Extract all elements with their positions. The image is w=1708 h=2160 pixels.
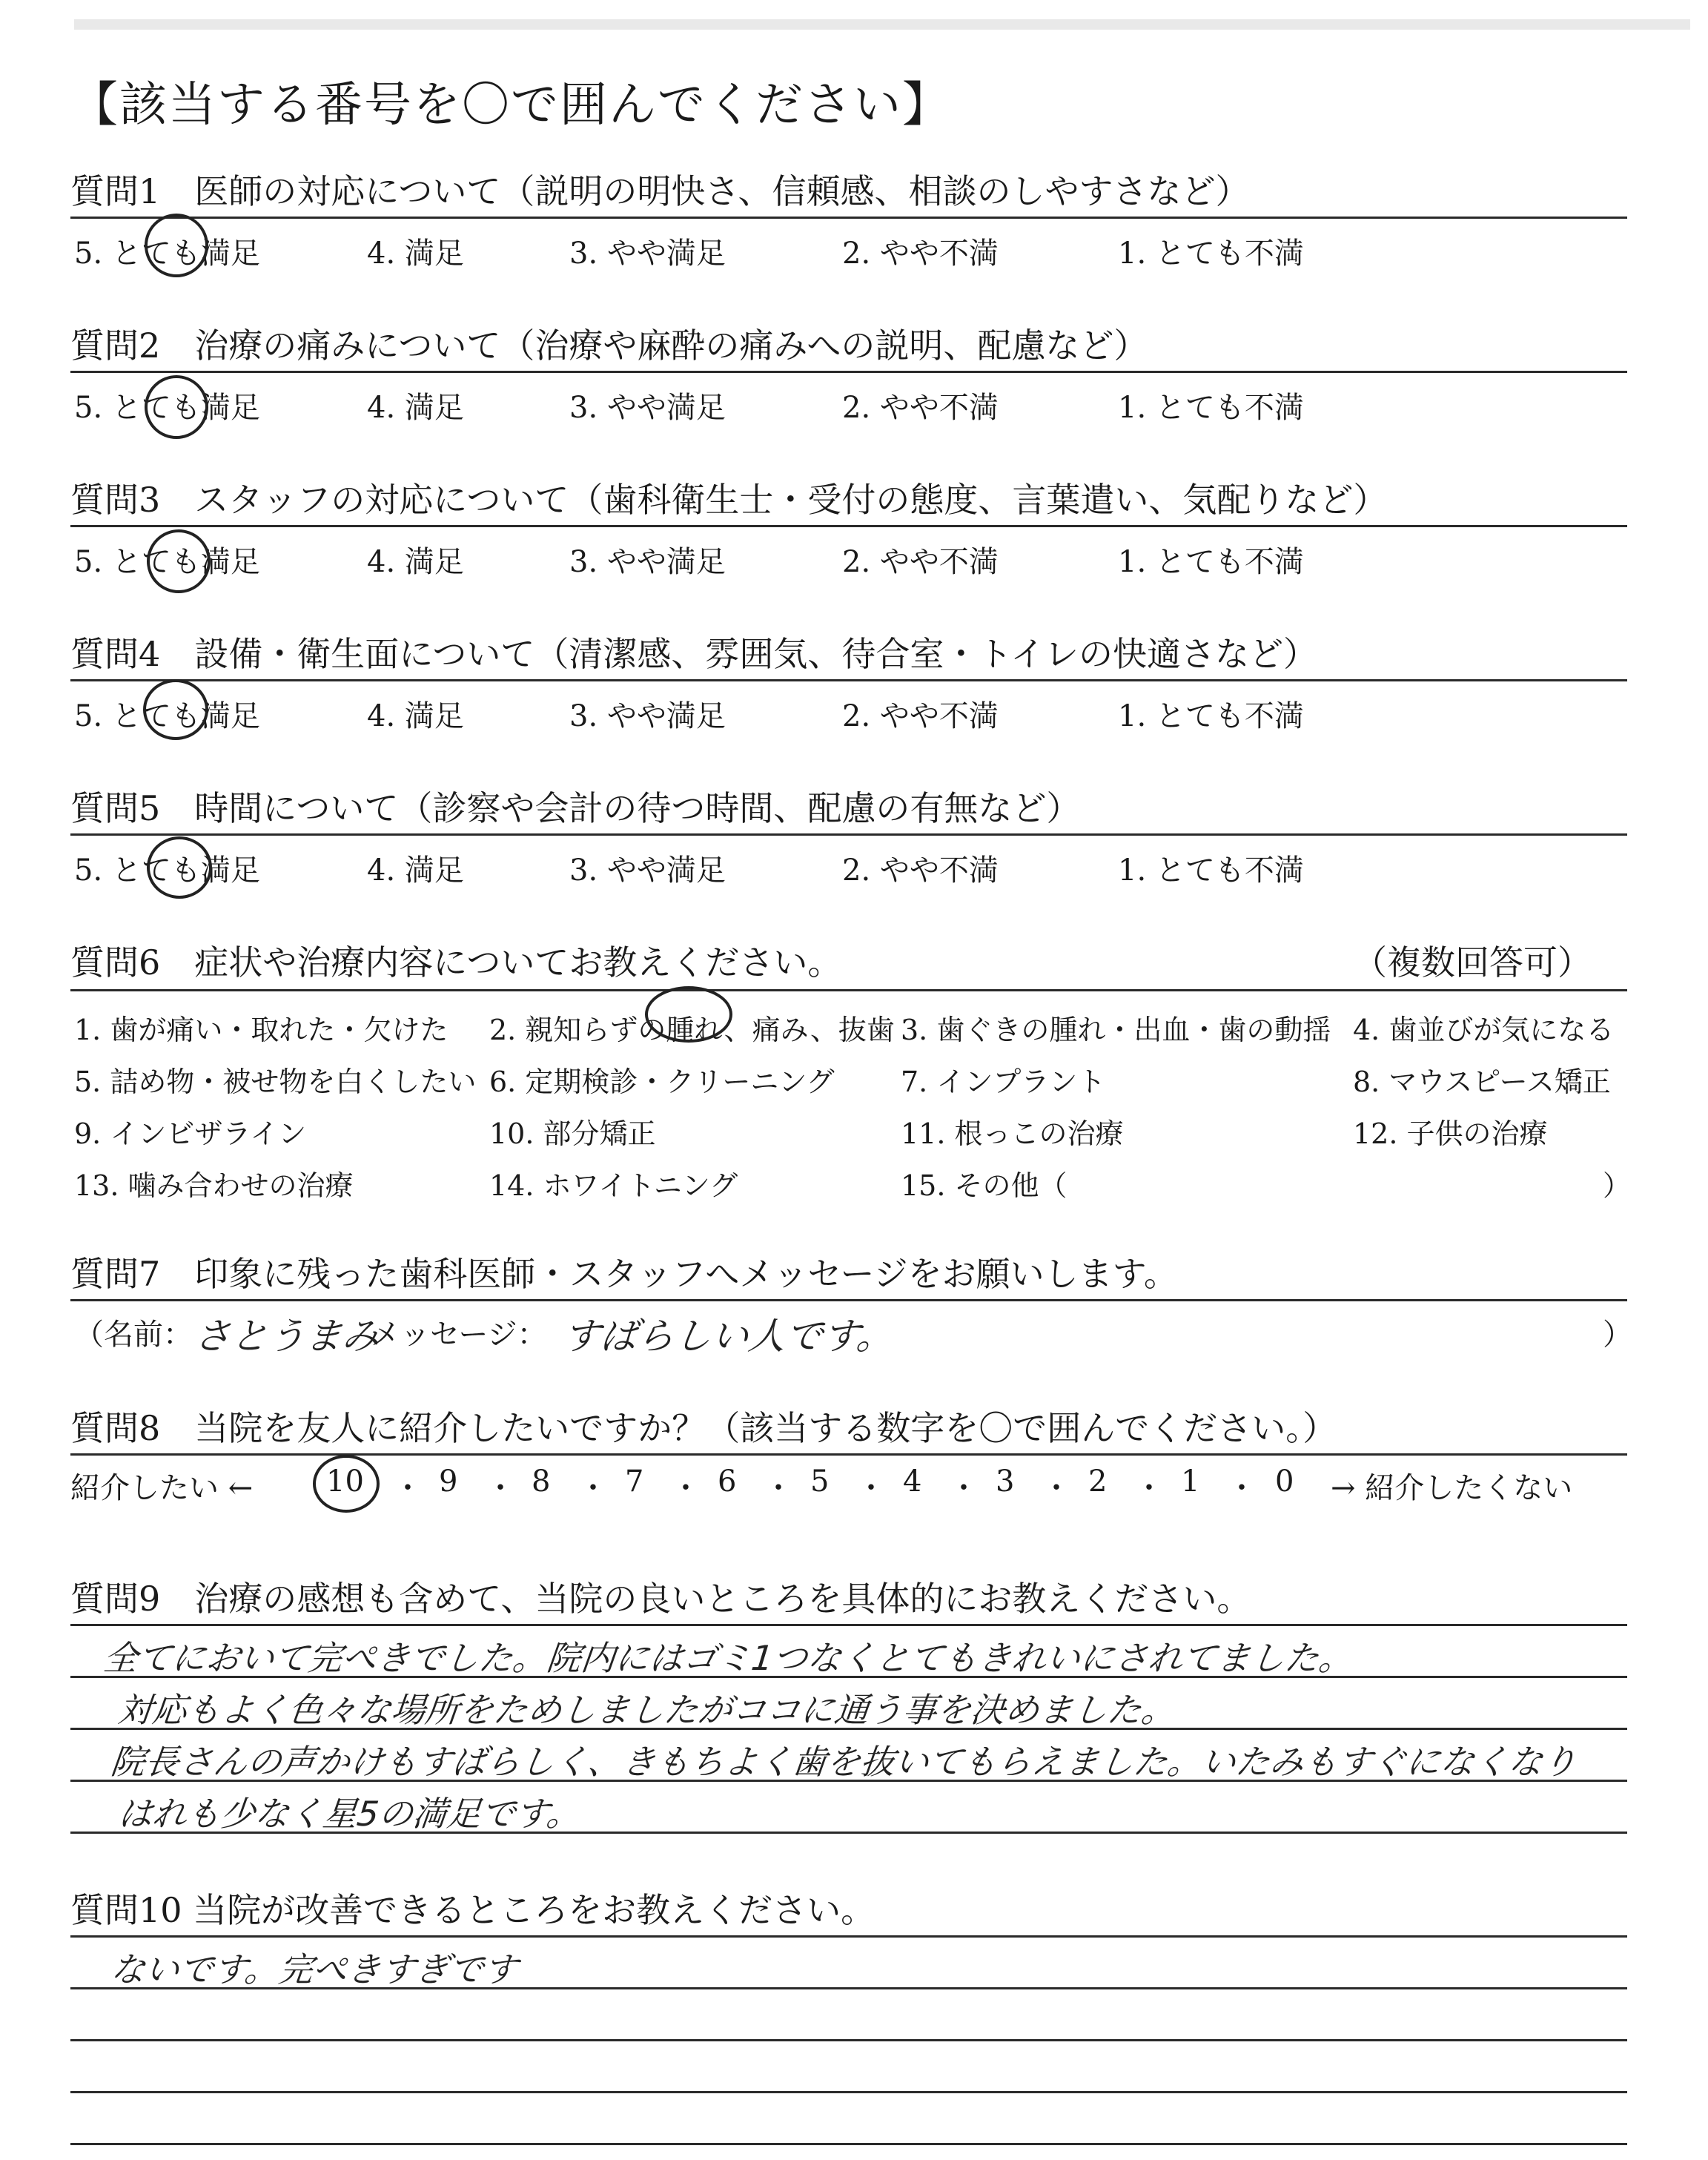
option-3[interactable]: 3. やや満足 bbox=[569, 699, 726, 733]
option-5[interactable]: 5. とても満足 bbox=[74, 853, 260, 888]
option-2[interactable]: 2. やや不満 bbox=[842, 853, 999, 888]
answer-circle-q4 bbox=[143, 679, 208, 740]
question-9: 質問9 治療の感想も含めて、当院の良いところを具体的にお教えください。 bbox=[70, 1579, 1251, 1619]
option-5[interactable]: 5. とても満足 bbox=[74, 699, 260, 733]
question-4-rule bbox=[70, 679, 1627, 681]
symptom-option-9[interactable]: 9. インビザライン bbox=[74, 1117, 307, 1150]
scale-dot: ・ bbox=[671, 1471, 701, 1505]
score-4[interactable]: 4 bbox=[903, 1464, 922, 1499]
message-value[interactable]: すばらしい人です。 bbox=[560, 1315, 896, 1358]
symptom-option-1[interactable]: 1. 歯が痛い・取れた・欠けた bbox=[74, 1014, 448, 1046]
symptom-option-14[interactable]: 14. ホワイトニング bbox=[489, 1169, 738, 1202]
symptom-option-10[interactable]: 10. 部分矯正 bbox=[489, 1117, 656, 1150]
symptom-option-12[interactable]: 12. 子供の治療 bbox=[1353, 1117, 1548, 1150]
option-2[interactable]: 2. やや不満 bbox=[842, 699, 999, 733]
option-4[interactable]: 4. 満足 bbox=[367, 853, 464, 888]
scale-dot: ・ bbox=[393, 1471, 423, 1505]
option-3[interactable]: 3. やや満足 bbox=[569, 391, 726, 425]
q9-answer-line-3[interactable]: 院長さんの声かけもすばらしく、きもちよく歯を抜いてもらえました。いたみもすぐになくなり bbox=[108, 1742, 1579, 1782]
score-10[interactable]: 10 bbox=[326, 1464, 364, 1499]
question-1-rule bbox=[70, 217, 1627, 219]
q9-answer-line-1[interactable]: 全てにおいて完ぺきでした。院内にはゴミ1つなくとてもきれいにされてました。 bbox=[101, 1638, 1355, 1678]
message-close-paren: ） bbox=[1603, 1318, 1632, 1352]
question-3-rule bbox=[70, 525, 1627, 527]
option-3[interactable]: 3. やや満足 bbox=[569, 853, 726, 888]
other-close-paren: ） bbox=[1603, 1169, 1632, 1202]
score-1[interactable]: 1 bbox=[1181, 1464, 1200, 1499]
question-5-rule bbox=[70, 833, 1627, 836]
question-6-note: （複数回答可） bbox=[1353, 942, 1592, 982]
question-10: 質問10 当院が改善できるところをお教えください。 bbox=[70, 1890, 875, 1930]
symptom-option-13[interactable]: 13. 噛み合わせの治療 bbox=[74, 1169, 354, 1202]
option-1[interactable]: 1. とても不満 bbox=[1118, 545, 1304, 579]
option-5[interactable]: 5. とても満足 bbox=[74, 237, 260, 271]
name-value[interactable]: さとうまみ bbox=[191, 1315, 382, 1358]
score-6[interactable]: 6 bbox=[718, 1464, 737, 1499]
question-8: 質問8 当院を友人に紹介したいですか？（該当する数字を〇で囲んでください。） bbox=[70, 1408, 1337, 1448]
option-1[interactable]: 1. とても不満 bbox=[1118, 237, 1304, 271]
option-1[interactable]: 1. とても不満 bbox=[1118, 699, 1304, 733]
option-4[interactable]: 4. 満足 bbox=[367, 545, 464, 579]
question-7: 質問7 印象に残った歯科医師・スタッフへメッセージをお願いします。 bbox=[70, 1254, 1178, 1294]
scale-dot: ・ bbox=[1134, 1471, 1164, 1505]
question-5: 質問5 時間について（診察や会計の待つ時間、配慮の有無など） bbox=[70, 788, 1081, 828]
option-4[interactable]: 4. 満足 bbox=[367, 391, 464, 425]
symptom-option-11[interactable]: 11. 根っこの治療 bbox=[901, 1117, 1124, 1150]
q10-answer[interactable]: ないです。完ぺきすぎです bbox=[108, 1949, 520, 1989]
option-4[interactable]: 4. 満足 bbox=[367, 699, 464, 733]
q9-answer-line-4[interactable]: はれも少なく星5の満足です。 bbox=[116, 1794, 583, 1834]
scan-top-edge bbox=[74, 19, 1690, 30]
option-3[interactable]: 3. やや満足 bbox=[569, 237, 726, 271]
option-2[interactable]: 2. やや不満 bbox=[842, 545, 999, 579]
option-3[interactable]: 3. やや満足 bbox=[569, 545, 726, 579]
symptom-option-2[interactable]: 2. 親知らずの腫れ、痛み、抜歯 bbox=[489, 1014, 895, 1046]
option-5[interactable]: 5. とても満足 bbox=[74, 391, 260, 425]
scale-dot: ・ bbox=[949, 1471, 979, 1505]
scale-dot: ・ bbox=[1042, 1471, 1071, 1505]
question-3: 質問3 スタッフの対応について（歯科衛生士・受付の態度、言葉遣い、気配りなど） bbox=[70, 480, 1388, 520]
symptom-option-4[interactable]: 4. 歯並びが気になる bbox=[1353, 1014, 1615, 1046]
score-2[interactable]: 2 bbox=[1088, 1464, 1108, 1499]
score-9[interactable]: 9 bbox=[439, 1464, 458, 1499]
option-2[interactable]: 2. やや不満 bbox=[842, 237, 999, 271]
question-10-rule bbox=[70, 1935, 1627, 1938]
question-8-rule bbox=[70, 1453, 1627, 1456]
page-title: 【該当する番号を〇で囲んでください】 bbox=[70, 78, 951, 133]
answer-line bbox=[70, 2091, 1627, 2093]
answer-line bbox=[70, 2039, 1627, 2041]
symptom-option-3[interactable]: 3. 歯ぐきの腫れ・出血・歯の動揺 bbox=[901, 1014, 1331, 1046]
scale-dot: ・ bbox=[1227, 1471, 1257, 1505]
answer-circle-q5 bbox=[147, 836, 212, 899]
question-1: 質問1 医師の対応について（説明の明快さ、信頼感、相談のしやすさなど） bbox=[70, 171, 1250, 211]
answer-circle-q8 bbox=[313, 1455, 380, 1513]
symptom-option-7[interactable]: 7. インプラント bbox=[901, 1066, 1106, 1098]
name-label: （名前： bbox=[74, 1318, 193, 1352]
scale-dot: ・ bbox=[578, 1471, 608, 1505]
score-3[interactable]: 3 bbox=[996, 1464, 1015, 1499]
question-6: 質問6 症状や治療内容についてお教えください。 bbox=[70, 942, 842, 982]
answer-line bbox=[70, 2143, 1627, 2145]
question-2: 質問2 治療の痛みについて（治療や麻酔の痛みへの説明、配慮など） bbox=[70, 326, 1148, 366]
scale-dot: ・ bbox=[856, 1471, 886, 1505]
answer-circle-q6 bbox=[645, 986, 732, 1043]
scale-right-label: → 紹介したくない bbox=[1331, 1471, 1573, 1505]
answer-circle-q1 bbox=[145, 214, 208, 277]
symptom-option-6[interactable]: 6. 定期検診・クリーニング bbox=[489, 1066, 835, 1098]
answer-circle-q2 bbox=[145, 375, 208, 439]
question-6-rule bbox=[70, 989, 1627, 991]
question-2-rule bbox=[70, 371, 1627, 373]
symptom-option-15[interactable]: 15. その他（ bbox=[901, 1169, 1068, 1202]
symptom-option-8[interactable]: 8. マウスピース矯正 bbox=[1353, 1066, 1611, 1098]
score-7[interactable]: 7 bbox=[625, 1464, 644, 1499]
option-1[interactable]: 1. とても不満 bbox=[1118, 391, 1304, 425]
score-8[interactable]: 8 bbox=[532, 1464, 551, 1499]
question-9-rule bbox=[70, 1624, 1627, 1626]
option-5[interactable]: 5. とても満足 bbox=[74, 545, 260, 579]
option-4[interactable]: 4. 満足 bbox=[367, 237, 464, 271]
answer-circle-q3 bbox=[147, 529, 211, 593]
scale-dot: ・ bbox=[486, 1471, 515, 1505]
scale-left-label: 紹介したい ← bbox=[70, 1471, 254, 1505]
score-5[interactable]: 5 bbox=[810, 1464, 830, 1499]
score-0[interactable]: 0 bbox=[1275, 1464, 1294, 1499]
scale-dot: ・ bbox=[764, 1471, 793, 1505]
option-1[interactable]: 1. とても不満 bbox=[1118, 853, 1304, 888]
question-7-rule bbox=[70, 1299, 1627, 1301]
q9-answer-line-2[interactable]: 対応もよく色々な場所をためしましたがココに通う事を決めました。 bbox=[116, 1690, 1178, 1730]
option-2[interactable]: 2. やや不満 bbox=[842, 391, 999, 425]
message-label: メッセージ： bbox=[371, 1318, 547, 1352]
question-4: 質問4 設備・衛生面について（清潔感、雰囲気、待合室・トイレの快適さなど） bbox=[70, 634, 1318, 674]
symptom-option-5[interactable]: 5. 詰め物・被せ物を白くしたい bbox=[74, 1066, 477, 1098]
